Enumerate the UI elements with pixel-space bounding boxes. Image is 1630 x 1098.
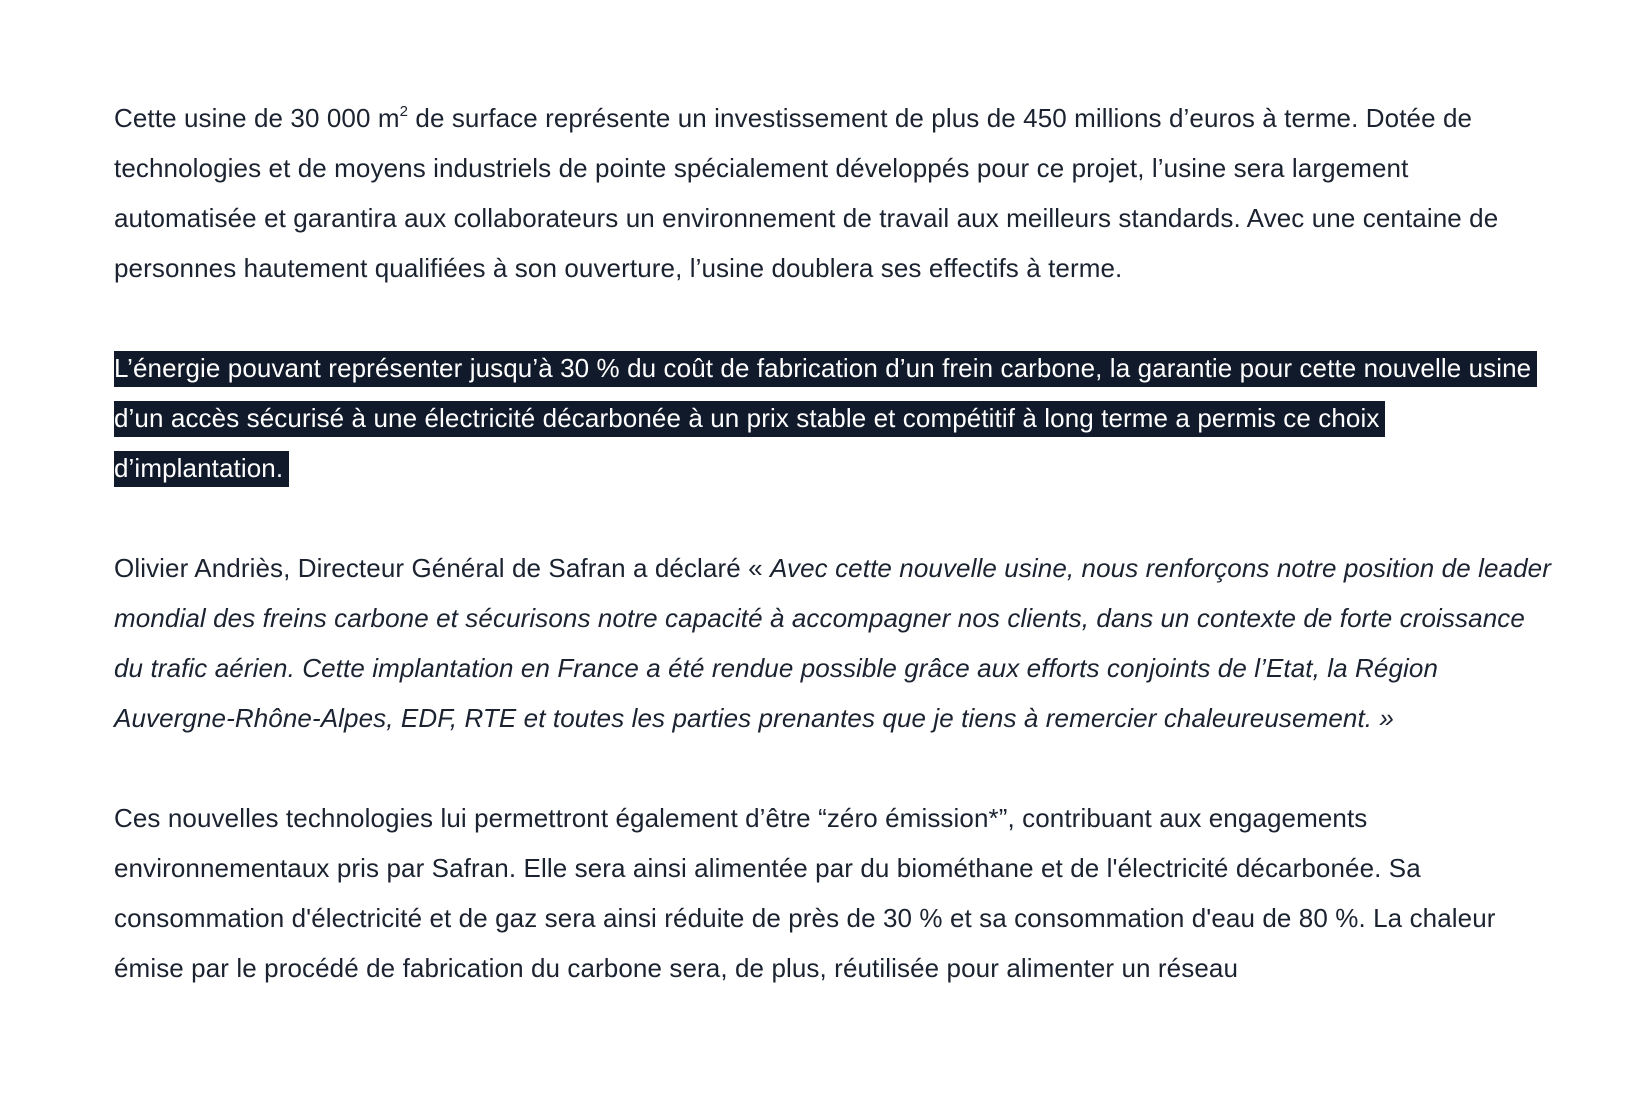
paragraph-quote [114,543,1554,743]
investment-text-start: Cette usine de 30 000 m [114,103,400,133]
ceo-quote: Avec cette nouvelle usine, nous renforçons notre position de leader mondial des freins carbone et sécurisons notre capacité à accompagner nos clients, dans un contexte de forte croissance du trafic aérien. Cette implantation en France a été rendue possible grâce aux efforts conjoints de l’Etat, la Région Auvergne-Rhône-Alpes, EDF, RTE et toutes les parties prenantes que je tiens à remercier chaleureusement. » [114,553,1551,733]
square-meter-superscript: 2 [399,103,409,120]
investment-text-rest: de surface représente un investissement de plus de 450 millions d’euros à terme. Dotée de technologies et de moyens industriels de pointe spécialement développés pour ce projet, l’usine sera largement automatisée et garantira aux collaborateurs un environnement de travail aux meilleurs standards. Avec une centaine de personnes hautement qualifiées à son ouverture, l’usine doublera ses effectifs à terme. [114,103,1499,283]
paragraph-energy [114,343,1554,493]
environment-text: Ces nouvelles technologies lui permettront également d’être “zéro émission*”, contribuant aux engagements environnementaux pris par Safran. Elle sera ainsi alimentée par du biométhane et de l'électricité décarbonée. Sa consommation d'électricité et de gaz sera ainsi réduite de près de 30 % et sa consommation d'eau de 80 %. La chaleur émise par le procédé de fabrication du carbone sera, de plus, réutilisée pour alimenter un réseau [114,803,1496,983]
paragraph-investment [114,93,1554,293]
article-body [114,93,1554,1043]
quote-intro: Olivier Andriès, Directeur Général de Safran a déclaré « [114,553,771,583]
paragraph-environment [114,793,1554,993]
selected-text-highlight[interactable]: L’énergie pouvant représenter jusqu’à 30 % du coût de fabrication d’un frein carbone, la garantie pour cette nouvelle usine d’un accès sécurisé à une électricité décarbonée à un prix stable et compétitif à long terme a permis ce choix d’implantation. [114,351,1537,487]
